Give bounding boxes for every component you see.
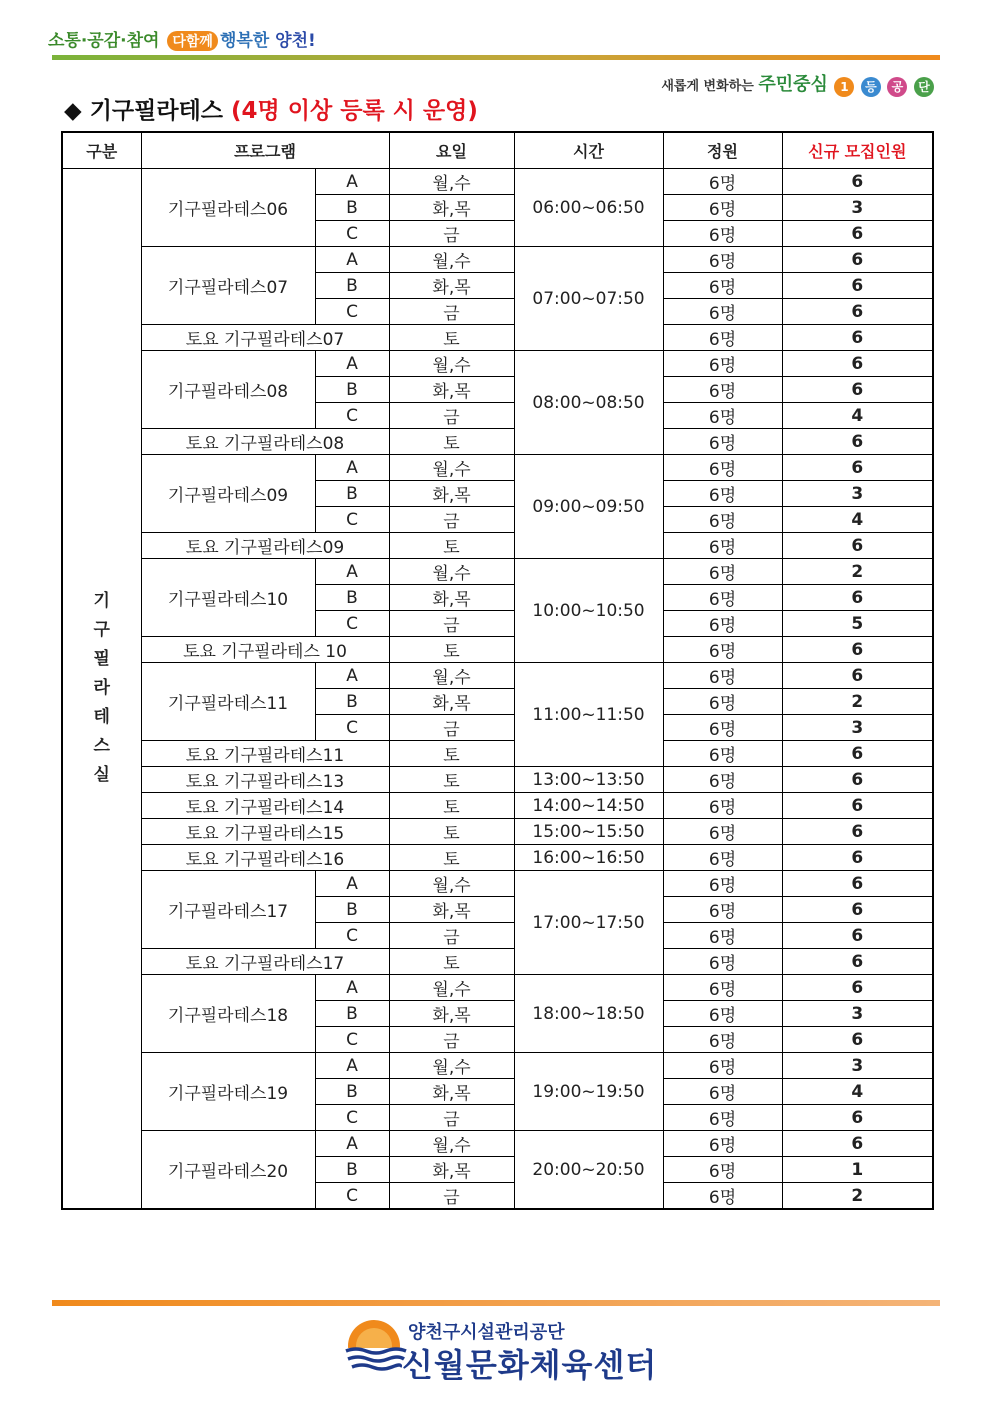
table-row-saturday	[62, 819, 933, 845]
day-cell: 화,목	[389, 377, 514, 403]
recruit-count-cell: 6	[782, 897, 933, 923]
capacity-cell: 6명	[663, 1131, 782, 1157]
table-row	[62, 169, 933, 195]
day-cell: 금	[389, 715, 514, 741]
table-row	[62, 455, 933, 481]
saturday-program-cell: 토요 기구필라테스17	[141, 949, 389, 975]
capacity-cell: 6명	[663, 273, 782, 299]
day-cell: 월,수	[389, 351, 514, 377]
class-cell: C	[315, 1105, 389, 1131]
saturday-program-cell: 토요 기구필라테스07	[141, 325, 389, 351]
category-char: 구	[93, 620, 110, 640]
header-capacity: 정원	[663, 132, 782, 169]
recruit-count-cell: 6	[782, 1027, 933, 1053]
class-cell: B	[315, 585, 389, 611]
recruit-count-cell: 6	[782, 819, 933, 845]
day-cell: 토	[389, 325, 514, 351]
day-cell: 화,목	[389, 897, 514, 923]
class-cell: C	[315, 403, 389, 429]
footer-center: 신월문화체육센터	[402, 1346, 658, 1384]
program-name-cell: 기구필라테스18	[141, 975, 315, 1053]
capacity-cell: 6명	[663, 767, 782, 793]
day-cell: 월,수	[389, 247, 514, 273]
table-row-saturday	[62, 949, 933, 975]
category-char: 필	[93, 649, 110, 669]
recruit-count-cell: 6	[782, 845, 933, 871]
day-cell: 월,수	[389, 559, 514, 585]
class-cell: A	[315, 1053, 389, 1079]
capacity-cell: 6명	[663, 663, 782, 689]
recruit-count-cell: 5	[782, 611, 933, 637]
table-row-saturday	[62, 793, 933, 819]
capacity-cell: 6명	[663, 195, 782, 221]
time-cell: 10:00~10:50	[514, 559, 663, 663]
recruit-count-cell: 3	[782, 195, 933, 221]
slogan-part-c: 양천!	[275, 31, 316, 51]
capacity-cell: 6명	[663, 715, 782, 741]
saturday-program-cell: 토요 기구필라테스16	[141, 845, 389, 871]
program-name-cell: 기구필라테스19	[141, 1053, 315, 1131]
capacity-cell: 6명	[663, 1053, 782, 1079]
class-cell: B	[315, 689, 389, 715]
program-name-cell: 기구필라테스20	[141, 1131, 315, 1210]
class-cell: A	[315, 351, 389, 377]
time-cell: 11:00~11:50	[514, 663, 663, 767]
capacity-cell: 6명	[663, 689, 782, 715]
class-cell: C	[315, 1027, 389, 1053]
recruit-count-cell: 6	[782, 637, 933, 663]
class-cell: B	[315, 1001, 389, 1027]
table-row-saturday	[62, 637, 933, 663]
category-char: 라	[93, 678, 110, 698]
class-cell: A	[315, 455, 389, 481]
header-category: 구분	[62, 132, 141, 169]
saturday-program-cell: 토요 기구필라테스15	[141, 819, 389, 845]
recruit-count-cell: 6	[782, 1105, 933, 1131]
capacity-cell: 6명	[663, 923, 782, 949]
saturday-program-cell: 토요 기구필라테스08	[141, 429, 389, 455]
recruit-count-cell: 6	[782, 793, 933, 819]
right-slogan-circle-3: 단	[914, 77, 934, 97]
recruit-count-cell: 6	[782, 455, 933, 481]
recruit-count-cell: 6	[782, 923, 933, 949]
day-cell: 화,목	[389, 273, 514, 299]
footer-divider	[52, 1300, 940, 1306]
recruit-count-cell: 6	[782, 351, 933, 377]
class-cell: A	[315, 169, 389, 195]
capacity-cell: 6명	[663, 637, 782, 663]
capacity-cell: 6명	[663, 897, 782, 923]
class-cell: C	[315, 611, 389, 637]
capacity-cell: 6명	[663, 741, 782, 767]
category-cell	[62, 169, 141, 1210]
class-cell: C	[315, 1183, 389, 1210]
time-cell: 06:00~06:50	[514, 169, 663, 247]
category-char: 기	[93, 591, 110, 611]
recruit-count-cell: 2	[782, 689, 933, 715]
capacity-cell: 6명	[663, 585, 782, 611]
capacity-cell: 6명	[663, 507, 782, 533]
table-row-saturday	[62, 845, 933, 871]
program-name-cell: 기구필라테스08	[141, 351, 315, 429]
title-note: (4명 이상 등록 시 운영)	[231, 98, 478, 124]
table-row-saturday	[62, 741, 933, 767]
slogan-part-b: 행복한	[219, 31, 270, 51]
recruit-count-cell: 4	[782, 403, 933, 429]
saturday-program-cell: 토요 기구필라테스 10	[141, 637, 389, 663]
recruit-count-cell: 1	[782, 1157, 933, 1183]
recruit-count-cell: 3	[782, 715, 933, 741]
saturday-program-cell: 토요 기구필라테스09	[141, 533, 389, 559]
slogan-part-a: 소통·공감·참여	[48, 31, 160, 51]
day-cell: 화,목	[389, 1079, 514, 1105]
recruit-count-cell: 6	[782, 533, 933, 559]
day-cell: 토	[389, 429, 514, 455]
capacity-cell: 6명	[663, 403, 782, 429]
capacity-cell: 6명	[663, 871, 782, 897]
title-bullet-icon: ◆	[64, 98, 82, 124]
day-cell: 월,수	[389, 169, 514, 195]
capacity-cell: 6명	[663, 611, 782, 637]
table-row	[62, 559, 933, 585]
capacity-cell: 6명	[663, 1027, 782, 1053]
class-cell: A	[315, 559, 389, 585]
day-cell: 금	[389, 1105, 514, 1131]
recruit-count-cell: 4	[782, 1079, 933, 1105]
recruit-count-cell: 6	[782, 949, 933, 975]
capacity-cell: 6명	[663, 221, 782, 247]
day-cell: 화,목	[389, 585, 514, 611]
recruit-count-cell: 6	[782, 871, 933, 897]
day-cell: 금	[389, 611, 514, 637]
capacity-cell: 6명	[663, 429, 782, 455]
class-cell: C	[315, 507, 389, 533]
time-cell: 15:00~15:50	[514, 819, 663, 845]
table-row-saturday	[62, 533, 933, 559]
recruit-count-cell: 3	[782, 1001, 933, 1027]
class-cell: C	[315, 221, 389, 247]
day-cell: 월,수	[389, 663, 514, 689]
time-cell: 13:00~13:50	[514, 767, 663, 793]
day-cell: 토	[389, 533, 514, 559]
capacity-cell: 6명	[663, 533, 782, 559]
recruit-count-cell: 2	[782, 559, 933, 585]
slogan-badge: 다함께	[167, 31, 218, 51]
day-cell: 토	[389, 793, 514, 819]
header-recruit: 신규 모집인원	[782, 132, 933, 169]
recruit-count-cell: 6	[782, 377, 933, 403]
capacity-cell: 6명	[663, 845, 782, 871]
recruit-count-cell: 6	[782, 975, 933, 1001]
capacity-cell: 6명	[663, 559, 782, 585]
capacity-cell: 6명	[663, 1001, 782, 1027]
table-row-saturday	[62, 767, 933, 793]
day-cell: 월,수	[389, 455, 514, 481]
class-cell: B	[315, 273, 389, 299]
table-row	[62, 871, 933, 897]
right-slogan-small: 새롭게 변화하는	[661, 79, 754, 94]
capacity-cell: 6명	[663, 1183, 782, 1210]
recruit-count-cell: 2	[782, 1183, 933, 1210]
category-char: 테	[93, 707, 110, 727]
day-cell: 월,수	[389, 871, 514, 897]
day-cell: 금	[389, 507, 514, 533]
day-cell: 토	[389, 819, 514, 845]
recruit-count-cell: 6	[782, 741, 933, 767]
recruit-count-cell: 6	[782, 299, 933, 325]
capacity-cell: 6명	[663, 975, 782, 1001]
recruit-count-cell: 6	[782, 429, 933, 455]
class-cell: C	[315, 715, 389, 741]
class-cell: B	[315, 195, 389, 221]
recruit-count-cell: 6	[782, 221, 933, 247]
recruit-count-cell: 6	[782, 273, 933, 299]
time-cell: 09:00~09:50	[514, 455, 663, 559]
time-cell: 07:00~07:50	[514, 247, 663, 351]
class-cell: A	[315, 663, 389, 689]
capacity-cell: 6명	[663, 793, 782, 819]
day-cell: 토	[389, 637, 514, 663]
program-name-cell: 기구필라테스09	[141, 455, 315, 533]
capacity-cell: 6명	[663, 325, 782, 351]
table-row	[62, 247, 933, 273]
capacity-cell: 6명	[663, 377, 782, 403]
program-name-cell: 기구필라테스07	[141, 247, 315, 325]
day-cell: 화,목	[389, 481, 514, 507]
day-cell: 월,수	[389, 1131, 514, 1157]
time-cell: 19:00~19:50	[514, 1053, 663, 1131]
capacity-cell: 6명	[663, 481, 782, 507]
time-cell: 16:00~16:50	[514, 845, 663, 871]
recruit-count-cell: 6	[782, 325, 933, 351]
table-row-saturday	[62, 325, 933, 351]
class-cell: B	[315, 1079, 389, 1105]
class-cell: B	[315, 897, 389, 923]
day-cell: 화,목	[389, 689, 514, 715]
day-cell: 금	[389, 403, 514, 429]
right-slogan-circle-2: 공	[887, 77, 907, 97]
program-name-cell: 기구필라테스11	[141, 663, 315, 741]
class-cell: C	[315, 923, 389, 949]
time-cell: 18:00~18:50	[514, 975, 663, 1053]
capacity-cell: 6명	[663, 247, 782, 273]
program-name-cell: 기구필라테스17	[141, 871, 315, 949]
capacity-cell: 6명	[663, 1079, 782, 1105]
capacity-cell: 6명	[663, 1157, 782, 1183]
day-cell: 화,목	[389, 195, 514, 221]
right-slogan-big: 주민중심	[758, 74, 828, 95]
recruit-count-cell: 3	[782, 481, 933, 507]
recruit-count-cell: 6	[782, 663, 933, 689]
capacity-cell: 6명	[663, 819, 782, 845]
day-cell: 화,목	[389, 1157, 514, 1183]
saturday-program-cell: 토요 기구필라테스13	[141, 767, 389, 793]
day-cell: 월,수	[389, 975, 514, 1001]
header-time: 시간	[514, 132, 663, 169]
time-cell: 08:00~08:50	[514, 351, 663, 455]
schedule-body	[62, 169, 933, 1210]
saturday-program-cell: 토요 기구필라테스14	[141, 793, 389, 819]
capacity-cell: 6명	[663, 455, 782, 481]
title-main: 기구필라테스	[89, 98, 224, 124]
day-cell: 금	[389, 923, 514, 949]
class-cell: B	[315, 481, 389, 507]
class-cell: C	[315, 299, 389, 325]
capacity-cell: 6명	[663, 351, 782, 377]
class-cell: B	[315, 377, 389, 403]
program-name-cell: 기구필라테스06	[141, 169, 315, 247]
category-char: 스	[93, 736, 110, 756]
header-slogan	[48, 26, 316, 51]
saturday-program-cell: 토요 기구필라테스11	[141, 741, 389, 767]
page-title	[64, 92, 478, 125]
day-cell: 토	[389, 767, 514, 793]
header-day: 요일	[389, 132, 514, 169]
recruit-count-cell: 6	[782, 169, 933, 195]
recruit-count-cell: 6	[782, 585, 933, 611]
table-row-saturday	[62, 429, 933, 455]
day-cell: 금	[389, 221, 514, 247]
day-cell: 월,수	[389, 1053, 514, 1079]
program-name-cell: 기구필라테스10	[141, 559, 315, 637]
recruit-count-cell: 6	[782, 767, 933, 793]
time-cell: 17:00~17:50	[514, 871, 663, 975]
category-char: 실	[93, 765, 110, 785]
day-cell: 금	[389, 1027, 514, 1053]
capacity-cell: 6명	[663, 949, 782, 975]
header-right-slogan	[661, 70, 934, 97]
class-cell: A	[315, 975, 389, 1001]
day-cell: 토	[389, 741, 514, 767]
recruit-count-cell: 6	[782, 247, 933, 273]
day-cell: 토	[389, 949, 514, 975]
recruit-count-cell: 3	[782, 1053, 933, 1079]
class-cell: B	[315, 1157, 389, 1183]
table-row	[62, 351, 933, 377]
capacity-cell: 6명	[663, 169, 782, 195]
time-cell: 20:00~20:50	[514, 1131, 663, 1210]
recruit-count-cell: 4	[782, 507, 933, 533]
table-row	[62, 1053, 933, 1079]
footer-org: 양천구시설관리공단	[408, 1322, 565, 1343]
header-divider	[52, 55, 940, 60]
right-slogan-circle-1: 등	[861, 77, 881, 97]
class-cell: A	[315, 871, 389, 897]
header-program: 프로그램	[141, 132, 389, 169]
class-cell: A	[315, 1131, 389, 1157]
class-cell: A	[315, 247, 389, 273]
table-row	[62, 663, 933, 689]
table-row	[62, 975, 933, 1001]
day-cell: 토	[389, 845, 514, 871]
day-cell: 금	[389, 1183, 514, 1210]
capacity-cell: 6명	[663, 299, 782, 325]
capacity-cell: 6명	[663, 1105, 782, 1131]
schedule-table	[61, 131, 934, 1210]
table-row	[62, 1131, 933, 1157]
time-cell: 14:00~14:50	[514, 793, 663, 819]
table-header-row	[62, 132, 933, 169]
day-cell: 화,목	[389, 1001, 514, 1027]
right-slogan-number-badge: 1	[834, 77, 854, 97]
recruit-count-cell: 6	[782, 1131, 933, 1157]
day-cell: 금	[389, 299, 514, 325]
